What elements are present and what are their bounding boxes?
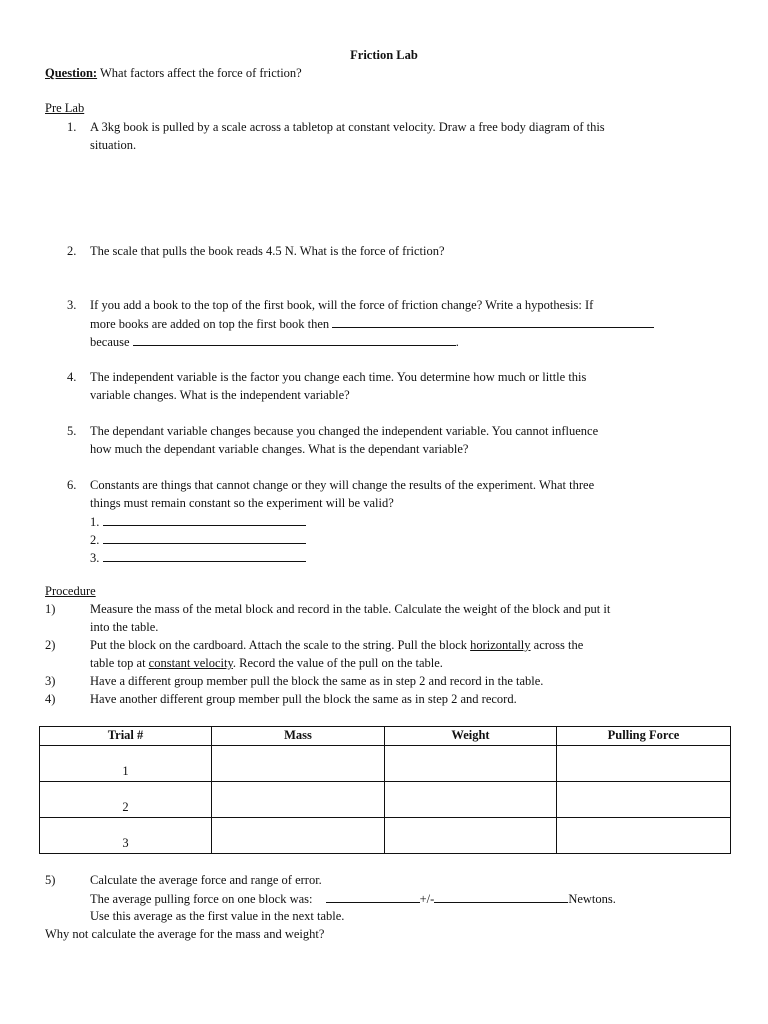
constant-3-blank[interactable] (103, 549, 306, 562)
procedure-step-2-number: 2) (45, 638, 56, 652)
prelab-item-2-number: 2. (67, 244, 77, 258)
step-2-text-b: across the (530, 638, 584, 652)
prelab-item-4-line-1: The independent variable is the factor you change each time. You determine how much or little this (90, 370, 587, 384)
prelab-item-1-number: 1. (67, 120, 77, 134)
procedure-step-2-line-2 (90, 655, 443, 673)
prelab-item-6-line-2: things must remain constant so the experiment will be valid? (90, 496, 394, 510)
constant-2 (90, 531, 306, 550)
prelab-item-6-line-1: Constants are things that cannot change or they will change the results of the experiment. What three (90, 478, 595, 492)
prelab-item-6-number: 6. (67, 478, 77, 492)
question-text: What factors affect the force of friction? (97, 66, 302, 80)
step-5-line-3: Use this average as the first value in the next table. (90, 909, 345, 923)
step-2-text-a: Put the block on the cardboard. Attach the scale to the string. Pull the block (90, 638, 471, 652)
weight-cell[interactable] (385, 817, 557, 853)
table-header-row (40, 727, 731, 746)
trial-number: 2 (40, 781, 212, 817)
procedure-step-2-line-1 (90, 637, 583, 655)
step-2-constant-velocity: constant velocity (148, 656, 233, 670)
page-title: Friction Lab (350, 48, 418, 62)
constant-1 (90, 513, 306, 532)
procedure-step-4-line-1: Have another different group member pull the block the same as in step 2 and record. (90, 692, 517, 706)
procedure-step-3-line-1: Have a different group member pull the block the same as in step 2 and record in the table. (90, 674, 544, 688)
prelab-item-3-line-1: If you add a book to the top of the first book, will the force of friction change? Write a hypothesis: If (90, 298, 594, 312)
hypothesis-blank-1[interactable] (332, 315, 654, 328)
mass-cell[interactable] (212, 745, 385, 781)
step-5-number: 5) (45, 873, 56, 887)
prelab-item-5-number: 5. (67, 424, 77, 438)
procedure-step-1-number: 1) (45, 602, 56, 616)
table-row (40, 781, 731, 817)
trial-number: 3 (40, 817, 212, 853)
constant-3 (90, 549, 306, 568)
weight-cell[interactable] (385, 745, 557, 781)
error-range-blank[interactable] (434, 890, 568, 903)
hypothesis-blank-2[interactable] (133, 333, 456, 346)
because-label: because (90, 335, 130, 349)
header-trial: Trial # (40, 727, 212, 746)
table-row (40, 817, 731, 853)
constant-2-blank[interactable] (103, 531, 306, 544)
step-2-horizontally: horizontally (470, 638, 531, 652)
step-2-text-c: table top at (90, 656, 149, 670)
trial-number: 1 (40, 745, 212, 781)
step-5-line-1: Calculate the average force and range of error. (90, 873, 322, 887)
prelab-item-5-line-2: how much the dependant variable changes. What is the dependant variable? (90, 442, 469, 456)
question-label: Question: (45, 66, 98, 80)
procedure-heading: Procedure (45, 584, 96, 598)
plus-minus-label: +/- (419, 892, 435, 906)
procedure-step-1-line-2: into the table. (90, 620, 159, 634)
trial-data-table (39, 726, 731, 854)
header-pulling-force: Pulling Force (557, 727, 731, 746)
step-2-text-d: . Record the value of the pull on the table. (232, 656, 443, 670)
hypothesis-period: . (455, 335, 459, 349)
procedure-step-1-line-1: Measure the mass of the metal block and record in the table. Calculate the weight of the block and put it (90, 602, 611, 616)
prelab-heading: Pre Lab (45, 101, 85, 115)
average-force-label: The average pulling force on one block was: (90, 892, 313, 906)
prelab-item-5-line-1: The dependant variable changes because you changed the independent variable. You cannot influence (90, 424, 599, 438)
pulling-force-cell[interactable] (557, 781, 731, 817)
pulling-force-cell[interactable] (557, 745, 731, 781)
prelab-item-2-line-1: The scale that pulls the book reads 4.5 N. What is the force of friction? (90, 244, 445, 258)
mass-cell[interactable] (212, 817, 385, 853)
weight-cell[interactable] (385, 781, 557, 817)
constant-3-number: 3. (90, 551, 100, 565)
mass-cell[interactable] (212, 781, 385, 817)
constant-1-blank[interactable] (103, 513, 306, 526)
question-line (45, 65, 302, 83)
prelab-item-3-line-2 (90, 315, 654, 334)
constant-1-number: 1. (90, 515, 100, 529)
table-row (40, 745, 731, 781)
prelab-item-4-number: 4. (67, 370, 77, 384)
newtons-label: Newtons. (568, 892, 616, 906)
step-5-line-2 (90, 890, 616, 909)
prelab-item-3-line-3 (90, 333, 459, 352)
header-mass: Mass (212, 727, 385, 746)
closing-question: Why not calculate the average for the mass and weight? (45, 927, 325, 941)
prelab-item-3-number: 3. (67, 298, 77, 312)
header-weight: Weight (385, 727, 557, 746)
pulling-force-cell[interactable] (557, 817, 731, 853)
prelab-item-1-line-1: A 3kg book is pulled by a scale across a tabletop at constant velocity. Draw a free body diagram of this (90, 120, 605, 134)
constant-2-number: 2. (90, 533, 100, 547)
average-force-blank[interactable] (326, 890, 420, 903)
hypothesis-prompt: more books are added on top the first book then (90, 317, 330, 331)
procedure-step-4-number: 4) (45, 692, 56, 706)
prelab-item-4-line-2: variable changes. What is the independent variable? (90, 388, 350, 402)
procedure-step-3-number: 3) (45, 674, 56, 688)
prelab-item-1-line-2: situation. (90, 138, 137, 152)
